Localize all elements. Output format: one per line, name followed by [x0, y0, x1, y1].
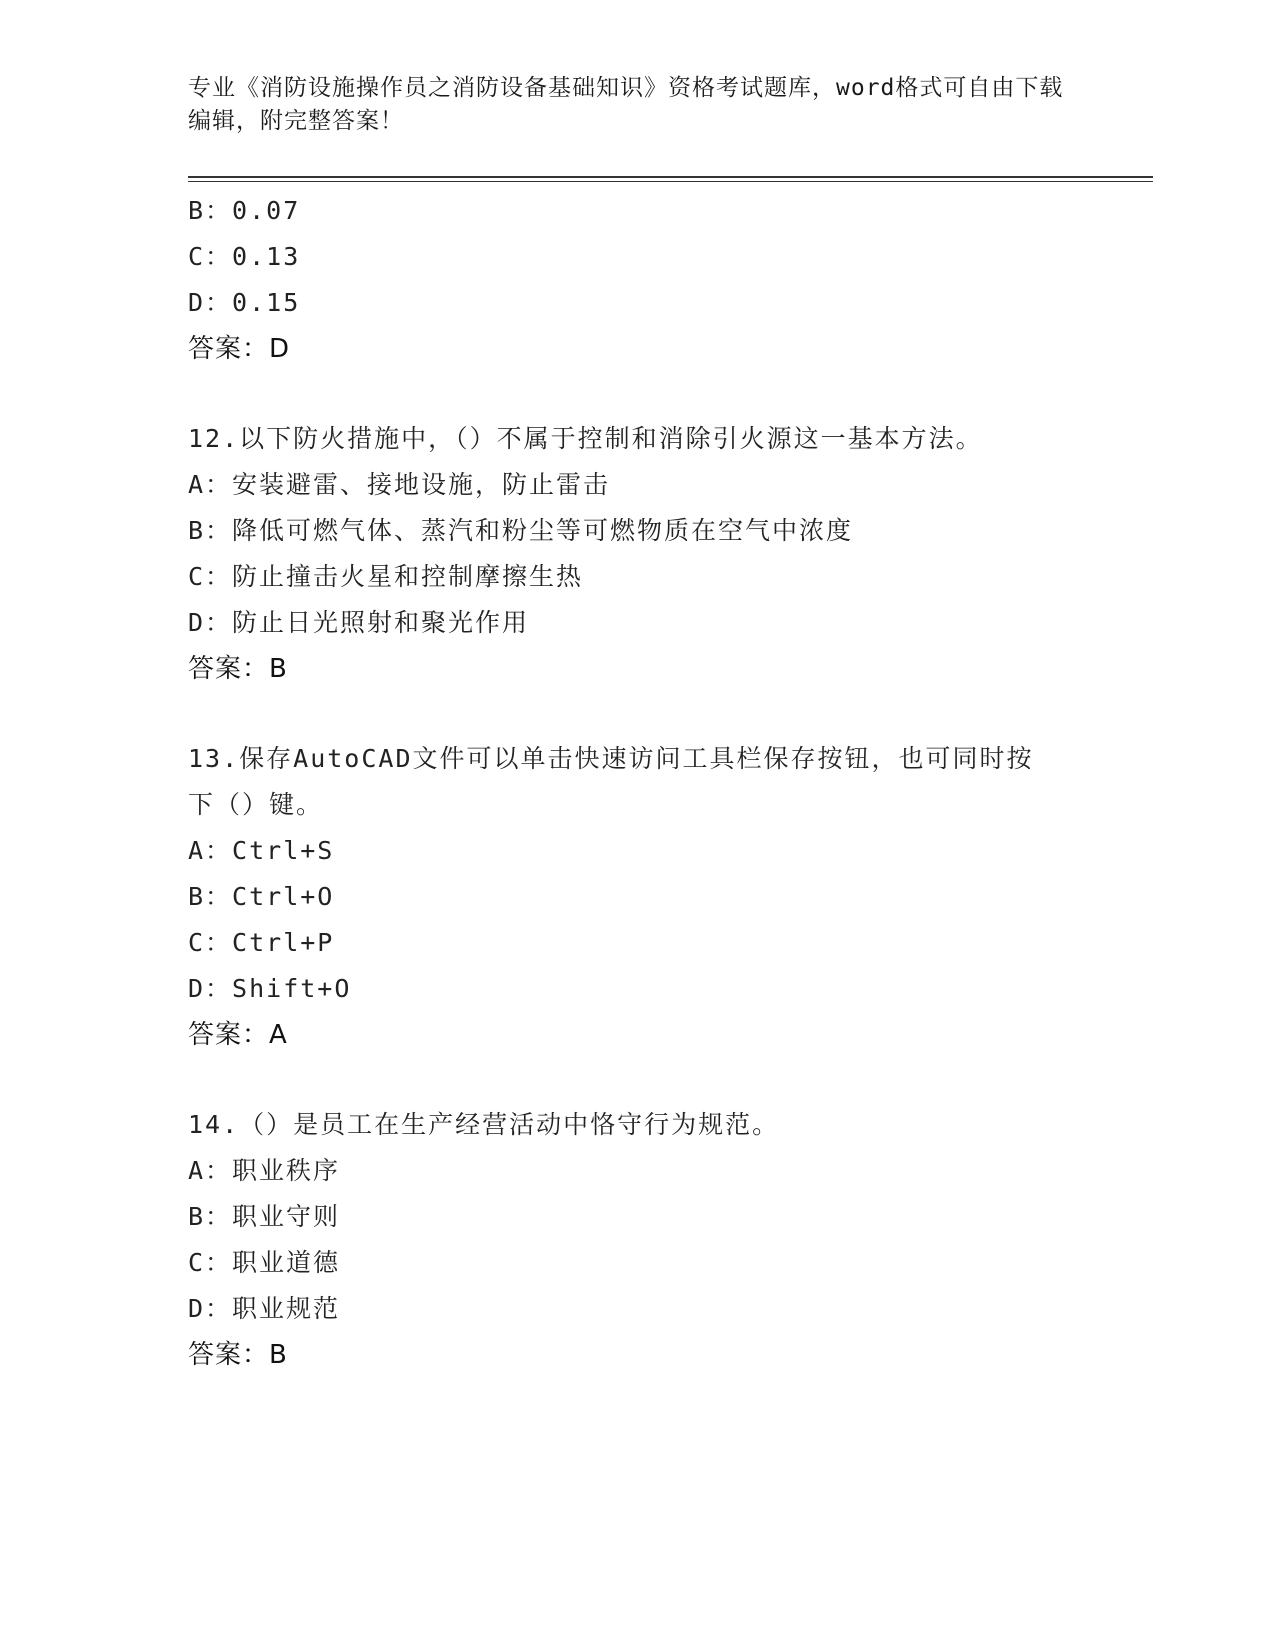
option-d: D：0.15 [188, 288, 301, 317]
option-d: D：Shift+O [188, 974, 352, 1003]
question-list [188, 188, 1088, 1378]
option-c: C：0.13 [188, 242, 301, 271]
answer-line: 答案：A [188, 1020, 288, 1050]
option-d: D：防止日光照射和聚光作用 [188, 608, 530, 637]
option-d: D：职业规范 [188, 1294, 341, 1323]
question-stem: 12.以下防火措施中，（）不属于控制和消除引火源这一基本方法。 [188, 424, 983, 453]
option-a: A：Ctrl+S [188, 836, 335, 865]
question-14 [188, 1102, 1088, 1378]
question-11-continued [188, 188, 1088, 372]
option-b: B：0.07 [188, 196, 301, 225]
option-a: A：安装避雷、接地设施，防止雷击 [188, 470, 611, 499]
option-c: C：防止撞击火星和控制摩擦生热 [188, 562, 584, 591]
spacer [188, 372, 1088, 416]
question-12 [188, 416, 1088, 692]
answer-line: 答案：B [188, 1340, 288, 1370]
spacer [188, 692, 1088, 736]
document-header [188, 72, 1068, 138]
question-stem: 13.保存AutoCAD文件可以单击快速访问工具栏保存按钮，也可同时按下（）键。 [188, 744, 1034, 819]
spacer [188, 1058, 1088, 1102]
option-c: C：Ctrl+P [188, 928, 335, 957]
option-b: B：降低可燃气体、蒸汽和粉尘等可燃物质在空气中浓度 [188, 516, 854, 545]
answer-line: 答案：B [188, 654, 288, 684]
option-b: B：职业守则 [188, 1202, 341, 1231]
option-c: C：职业道德 [188, 1248, 341, 1277]
header-divider-thin [188, 181, 1153, 182]
header-title: 专业《消防设施操作员之消防设备基础知识》资格考试题库，word格式可自由下载编辑，附完整答案！ [188, 75, 1064, 134]
question-13 [188, 736, 1088, 1058]
option-a: A：职业秩序 [188, 1156, 341, 1185]
answer-line: 答案：D [188, 334, 291, 364]
header-divider-thick [188, 176, 1153, 178]
option-b: B：Ctrl+O [188, 882, 335, 911]
question-stem: 14.（）是员工在生产经营活动中恪守行为规范。 [188, 1110, 780, 1139]
